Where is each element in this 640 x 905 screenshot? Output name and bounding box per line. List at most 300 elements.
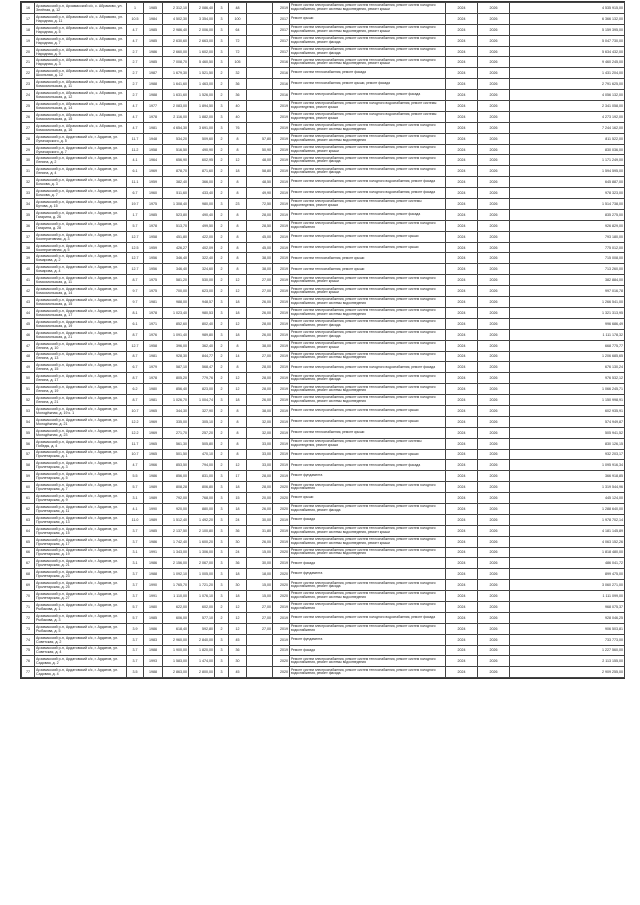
table-cell-cost: 1 594 595,00: [510, 166, 625, 177]
table-cell-work: Ремонт систем электроснабжения, ремонт систем теплоснабжения, ремонт систем холодного водоснабжения, ремонт крыши: [290, 340, 446, 351]
table-row: [22, 558, 625, 569]
table-cell-d: 2 800,00: [189, 667, 215, 678]
table-cell-cost: 830 036,00: [510, 144, 625, 155]
table-cell-address: Арзамасский р-н, Ардатовский с/с, г. Ардатов, ул. Пролетарская, д. 13: [35, 514, 127, 525]
table-cell-e: 2: [215, 155, 229, 166]
table-cell-y1: 2024: [446, 351, 478, 362]
table-cell-e: 2: [215, 351, 229, 362]
table-row: [22, 580, 625, 591]
table-cell-y1: 2024: [446, 645, 478, 656]
table-cell-e: 2: [215, 612, 229, 623]
table-cell-b: 1959: [144, 177, 163, 188]
table-cell-g: [247, 24, 273, 35]
table-cell-b: 1978: [144, 307, 163, 318]
table-cell-e: 3: [215, 101, 229, 112]
table-cell-cost: 7 244 162,00: [510, 122, 625, 133]
table-cell-y1: 2024: [446, 220, 478, 231]
table-cell-c: 561,30: [163, 438, 189, 449]
table-cell-d: 948,57: [189, 297, 215, 308]
table-cell-address: Арзамасский р-н, Ардатовский с/с, г. Ардатов, ул. Луначарского, д. 5: [35, 133, 127, 144]
table-cell-b: 1965: [144, 438, 163, 449]
table-cell-a: 3.7: [127, 536, 144, 547]
table-cell-e: 3: [215, 297, 229, 308]
table-cell-no: 39: [22, 253, 35, 264]
table-cell-d: 2 067,00: [189, 558, 215, 569]
table-cell-y2: 2026: [478, 3, 510, 14]
table-cell-e: 3: [215, 645, 229, 656]
table-cell-y1: 2024: [446, 57, 478, 68]
table-cell-a: 4.7: [127, 101, 144, 112]
table-row: [22, 503, 625, 514]
table-cell-y1: 2024: [446, 667, 478, 678]
table-cell-work: Ремонт систем электроснабжения, ремонт систем теплоснабжения, ремонт систем холодного водоснабжения: [290, 601, 446, 612]
table-cell-e: 2: [215, 188, 229, 199]
table-cell-d: 322,40: [189, 253, 215, 264]
table-cell-address: Арзамасский р-н, Ардатовский с/с, г. Ардатов, ул. Советская, д. 4: [35, 645, 127, 656]
table-cell-no: 57: [22, 449, 35, 460]
table-cell-f: 45: [229, 667, 247, 678]
table-cell-h: 2016: [273, 68, 290, 79]
table-cell-g: 33,00: [247, 460, 273, 471]
table-cell-c: 1 023,40: [163, 307, 189, 318]
table-cell-e: 3: [215, 471, 229, 482]
table-cell-b: 1965: [144, 449, 163, 460]
table-cell-e: 3: [215, 3, 229, 14]
table-cell-y2: 2026: [478, 384, 510, 395]
table-cell-address: Арзамасский р-н, Ардатовский с/с, г. Ардатов, ул. Пролетарская, д. 23: [35, 569, 127, 580]
table-cell-d: 1 602,00: [189, 46, 215, 57]
table-cell-f: 36: [229, 79, 247, 90]
table-row: [22, 449, 625, 460]
table-cell-b: 1981: [144, 297, 163, 308]
table-cell-d: 327,90: [189, 405, 215, 416]
table-cell-b: 1991: [144, 547, 163, 558]
table-row: [22, 427, 625, 438]
table-cell-g: 26,00: [247, 503, 273, 514]
table-cell-y2: 2026: [478, 340, 510, 351]
table-cell-h: 2019: [273, 209, 290, 220]
table-cell-y2: 2026: [478, 155, 510, 166]
table-cell-y1: 2024: [446, 133, 478, 144]
table-cell-f: 17: [229, 471, 247, 482]
table-row: [22, 275, 625, 286]
table-cell-y2: 2026: [478, 318, 510, 329]
table-cell-f: 12: [229, 460, 247, 471]
table-cell-e: 3: [215, 503, 229, 514]
table-cell-address: Арзамасский р-н, Абрамовский с/с, с. Абрамово, ул. Народная, д. 7: [35, 35, 127, 46]
table-cell-address: Арзамасский р-н, Ардатовский с/с, г. Ардатов, ул. Ленина, д. 2: [35, 155, 127, 166]
table-cell-y2: 2026: [478, 601, 510, 612]
table-cell-work: Ремонт систем электроснабжения, ремонт систем теплоснабжения, ремонт систем холодного водоснабжения, ремонт крыши: [290, 275, 446, 286]
table-row: [22, 493, 625, 504]
table-cell-cost: 4 535 915,00: [510, 3, 625, 14]
table-cell-address: Арзамасский р-н, Ардатовский с/с, г. Ардатов, ул. Пролетарская, д. 17: [35, 536, 127, 547]
table-cell-no: 35: [22, 209, 35, 220]
table-cell-cost: 1 978 702,14: [510, 514, 625, 525]
table-cell-e: 2: [215, 427, 229, 438]
table-cell-work: Ремонт крыши: [290, 13, 446, 24]
table-cell-no: 30: [22, 155, 35, 166]
table-cell-work: Ремонт систем электроснабжения, ремонт систем теплоснабжения, ремонт систем холодного водоснабжения, ремонт фасада: [290, 667, 446, 678]
table-cell-b: 1986: [144, 471, 163, 482]
table-cell-y1: 2024: [446, 275, 478, 286]
table-cell-no: 32: [22, 177, 35, 188]
table-cell-h: 2019: [273, 122, 290, 133]
table-cell-a: 4.7: [127, 24, 144, 35]
table-cell-g: [247, 656, 273, 667]
table-cell-y1: 2024: [446, 503, 478, 514]
table-cell-g: 26,00: [247, 329, 273, 340]
table-cell-work: Ремонт фундамента: [290, 569, 446, 580]
table-cell-cost: 1 095 916,34: [510, 460, 625, 471]
table-cell-b: 1988: [144, 90, 163, 101]
table-cell-c: 2 312,10: [163, 3, 189, 14]
table-cell-y2: 2026: [478, 634, 510, 645]
table-cell-address: Арзамасский р-н, Ардатовский с/с, г. Ардатов, ул. Садовая, д. 2: [35, 656, 127, 667]
table-cell-no: 77: [22, 667, 35, 678]
table-row: [22, 242, 625, 253]
table-cell-b: 1965: [144, 405, 163, 416]
table-cell-d: 2 006,00: [189, 24, 215, 35]
table-cell-d: 577,10: [189, 612, 215, 623]
table-cell-d: 2 100,80: [189, 525, 215, 536]
table-cell-y1: 2024: [446, 384, 478, 395]
table-cell-y2: 2026: [478, 242, 510, 253]
table-cell-no: 64: [22, 525, 35, 536]
table-cell-work: Ремонт систем электроснабжения, ремонт систем теплоснабжения, ремонт систем холодного водоснабжения, ремонт крыши: [290, 144, 446, 155]
table-cell-g: 27,00: [247, 275, 273, 286]
table-cell-y1: 2024: [446, 35, 478, 46]
table-cell-address: Арзамасский р-н, Ардатовский с/с, г. Ардатов, ул. Гагарина, д. 28: [35, 220, 127, 231]
table-cell-y1: 2024: [446, 188, 478, 199]
table-cell-work: Ремонт систем электроснабжения, ремонт систем теплоснабжения, ремонт систем холодного водоснабжения, ремонт системы водоотведения: [290, 297, 446, 308]
table-cell-e: 2: [215, 253, 229, 264]
table-cell-work: Ремонт систем электроснабжения, ремонт систем теплоснабжения, ремонт крыши: [290, 449, 446, 460]
table-cell-address: Арзамасский р-н, Ардатовский с/с, г. Ардатов, ул. Пролетарская, д. 25: [35, 580, 127, 591]
table-cell-f: 18: [229, 591, 247, 602]
table-cell-h: 2019: [273, 264, 290, 275]
table-cell-g: 49,90: [247, 188, 273, 199]
table-cell-h: 2017: [273, 24, 290, 35]
table-cell-no: 33: [22, 188, 35, 199]
table-cell-work: Ремонт систем электроснабжения, ремонт систем теплоснабжения, ремонт систем холодного водоснабжения, ремонт системы водоотведения: [290, 384, 446, 395]
table-cell-h: 2020: [273, 580, 290, 591]
table-cell-h: 2019: [273, 384, 290, 395]
table-cell-d: 1 820,00: [189, 645, 215, 656]
table-cell-d: 1 492,20: [189, 514, 215, 525]
table-cell-b: 1969: [144, 166, 163, 177]
table-cell-no: 22: [22, 68, 35, 79]
table-cell-g: [247, 101, 273, 112]
table-cell-h: 2019: [273, 286, 290, 297]
table-cell-y1: 2024: [446, 656, 478, 667]
table-cell-cost: 811 522,00: [510, 133, 625, 144]
table-cell-b: 1981: [144, 351, 163, 362]
table-cell-y2: 2026: [478, 13, 510, 24]
table-cell-h: 2019: [273, 329, 290, 340]
table-cell-no: 28: [22, 133, 35, 144]
table-cell-address: Арзамасский р-н, Ардатовский с/с, г. Ардатов, ул. Рыбакова, д. 3: [35, 612, 127, 623]
table-cell-y2: 2026: [478, 24, 510, 35]
table-row: [22, 416, 625, 427]
table-cell-y1: 2024: [446, 79, 478, 90]
table-row: [22, 155, 625, 166]
table-cell-no: 48: [22, 351, 35, 362]
table-cell-g: [247, 46, 273, 57]
table-cell-d: 980,00: [189, 199, 215, 210]
table-cell-address: Арзамасский р-н, Абрамовский с/с, с. Абрамово, ул. Народная, д. 5: [35, 24, 127, 35]
table-cell-d: 623,00: [189, 286, 215, 297]
table-cell-y2: 2026: [478, 482, 510, 493]
table-cell-h: 2019: [273, 612, 290, 623]
table-cell-h: 2016: [273, 79, 290, 90]
table-cell-h: 2019: [273, 144, 290, 155]
table-cell-y2: 2026: [478, 231, 510, 242]
table-cell-y1: 2024: [446, 13, 478, 24]
table-cell-y1: 2024: [446, 122, 478, 133]
table-cell-cost: 6 366 132,00: [510, 13, 625, 24]
table-row: [22, 13, 625, 24]
table-cell-a: 9.7: [127, 297, 144, 308]
table-cell-address: Арзамасский р-н, Ардатовский с/с, г. Ардатов, ул. Бочкова, д. 3: [35, 177, 127, 188]
table-cell-a: 8.7: [127, 373, 144, 384]
table-cell-work: Ремонт систем электроснабжения, ремонт систем теплоснабжения, ремонт систем холодного водоснабжения, ремонт системы водоотведения, ремонт крыши: [290, 24, 446, 35]
table-cell-y2: 2026: [478, 166, 510, 177]
table-cell-no: 69: [22, 580, 35, 591]
table-cell-g: [247, 634, 273, 645]
table-cell-f: 18: [229, 166, 247, 177]
table-cell-address: Арзамасский р-н, Ардатовский с/с, г. Ардатов, ул. Ленина, д. 10: [35, 340, 127, 351]
table-cell-no: 49: [22, 362, 35, 373]
table-cell-c: 344,30: [163, 405, 189, 416]
table-cell-a: 5.7: [127, 612, 144, 623]
table-cell-a: 5.7: [127, 482, 144, 493]
table-row: [22, 253, 625, 264]
table-cell-f: 8: [229, 416, 247, 427]
table-row: [22, 569, 625, 580]
table-cell-f: 105: [229, 57, 247, 68]
table-cell-f: 12: [229, 384, 247, 395]
table-cell-b: 1987: [144, 68, 163, 79]
table-cell-address: Арзамасский р-н, Ардатовский с/с, г. Ардатов, ул. Рыбакова, д. 5: [35, 623, 127, 634]
table-cell-address: Арзамасский р-н, Ардатовский с/с, г. Ардатов, ул. Молодёжная, д. 23: [35, 427, 127, 438]
table-cell-no: 56: [22, 438, 35, 449]
table-cell-h: 2019: [273, 307, 290, 318]
table-cell-e: 3: [215, 525, 229, 536]
table-cell-a: 10.7: [127, 449, 144, 460]
table-cell-y2: 2026: [478, 395, 510, 406]
table-cell-address: Арзамасский р-н, Ардатовский с/с, г. Ардатов, ул. Комсомольская, д. 14: [35, 286, 127, 297]
table-cell-f: 8: [229, 177, 247, 188]
table-cell-cost: 830 126,15: [510, 438, 625, 449]
table-cell-c: 622,00: [163, 601, 189, 612]
table-cell-e: 2: [215, 177, 229, 188]
table-row: [22, 177, 625, 188]
table-cell-e: 3: [215, 493, 229, 504]
table-cell-work: Ремонт систем электроснабжения, ремонт систем теплоснабжения, ремонт систем холодного водоснабжения, ремонт системы водоотведения: [290, 122, 446, 133]
table-cell-a: 12.7: [127, 340, 144, 351]
table-cell-e: 3: [215, 35, 229, 46]
table-cell-no: 37: [22, 231, 35, 242]
table-cell-a: 6.7: [127, 188, 144, 199]
table-cell-g: [247, 667, 273, 678]
table-cell-work: Ремонт систем электроснабжения, ремонт систем теплоснабжения, ремонт систем холодного водоснабжения: [290, 482, 446, 493]
table-cell-y2: 2026: [478, 253, 510, 264]
table-cell-f: 72: [229, 46, 247, 57]
table-cell-c: 271,70: [163, 427, 189, 438]
table-cell-d: 802,40: [189, 318, 215, 329]
table-cell-d: 305,10: [189, 416, 215, 427]
table-cell-y2: 2026: [478, 111, 510, 122]
table-cell-d: 3 354,00: [189, 13, 215, 24]
table-cell-c: 988,00: [163, 297, 189, 308]
table-cell-g: [247, 3, 273, 14]
table-cell-c: 346,40: [163, 253, 189, 264]
table-cell-a: 4.7: [127, 460, 144, 471]
table-cell-g: [247, 111, 273, 122]
table-cell-b: 1990: [144, 580, 163, 591]
table-cell-d: 871,60: [189, 166, 215, 177]
table-cell-f: 30: [229, 536, 247, 547]
table-cell-y2: 2026: [478, 68, 510, 79]
table-cell-y1: 2024: [446, 253, 478, 264]
table-cell-h: 2019: [273, 438, 290, 449]
table-cell-address: Арзамасский р-н, Ардатовский с/с, г. Ардатов, ул. Луначарского, д. 7: [35, 144, 127, 155]
table-cell-f: 24: [229, 514, 247, 525]
table-cell-g: 27,00: [247, 286, 273, 297]
table-cell-no: 60: [22, 482, 35, 493]
table-cell-cost: 382 884,00: [510, 275, 625, 286]
table-cell-a: 12.7: [127, 264, 144, 275]
table-row: [22, 111, 625, 122]
table-cell-a: 2.7: [127, 57, 144, 68]
table-cell-y1: 2024: [446, 24, 478, 35]
table-cell-e: 2: [215, 133, 229, 144]
table-cell-f: 45: [229, 634, 247, 645]
table-cell-y1: 2024: [446, 591, 478, 602]
table-cell-work: Ремонт систем электроснабжения, ремонт систем теплоснабжения, ремонт систем холодного водоснабжения, ремонт системы водоотведения, ремонт крыши: [290, 536, 446, 547]
table-cell-cost: 932 203,17: [510, 449, 625, 460]
table-cell-c: 1 679,30: [163, 68, 189, 79]
table-cell-d: 1 882,00: [189, 111, 215, 122]
table-cell-no: 26: [22, 111, 35, 122]
table-cell-address: Арзамасский р-н, Ардатовский с/с, г. Ардатов, ул. Ленина, д. 4: [35, 166, 127, 177]
table-cell-work: Ремонт систем электроснабжения, ремонт систем теплоснабжения, ремонт фасада: [290, 460, 446, 471]
table-cell-c: 382,40: [163, 177, 189, 188]
table-cell-work: Ремонт систем электроснабжения, ремонт систем теплоснабжения, ремонт систем холодного водоснабжения, ремонт системы водоотведения: [290, 395, 446, 406]
table-cell-d: 470,10: [189, 449, 215, 460]
table-cell-c: 534,20: [163, 133, 189, 144]
table-cell-h: 2019: [273, 351, 290, 362]
table-cell-y2: 2026: [478, 177, 510, 188]
table-cell-a: 12.2: [127, 416, 144, 427]
table-cell-work: Ремонт систем электроснабжения, ремонт систем теплоснабжения, ремонт крыши: [290, 242, 446, 253]
table-cell-e: 2: [215, 601, 229, 612]
table-cell-no: 67: [22, 558, 35, 569]
table-cell-cost: 668 775,77: [510, 340, 625, 351]
table-cell-work: Ремонт систем электроснабжения, ремонт систем теплоснабжения, ремонт систем холодного водоснабжения, ремонт системы водоотведения, ремонт крыши: [290, 525, 446, 536]
table-cell-c: 2 116,00: [163, 111, 189, 122]
table-cell-y2: 2026: [478, 209, 510, 220]
table-cell-f: 14: [229, 351, 247, 362]
table-cell-address: Арзамасский р-н, Абрамовский с/с, с. Абрамово, ул. Народная, д. 9: [35, 46, 127, 57]
table-cell-a: 3.7: [127, 656, 144, 667]
table-cell-cost: 793 180,00: [510, 231, 625, 242]
table-cell-a: 6.1: [127, 166, 144, 177]
table-cell-y2: 2026: [478, 351, 510, 362]
table-cell-address: Арзамасский р-н, Ардатовский с/с, г. Ардатов, ул. Ленина, д. 15: [35, 362, 127, 373]
table-cell-g: 38,00: [247, 264, 273, 275]
table-cell-y2: 2026: [478, 591, 510, 602]
table-cell-b: 1981: [144, 395, 163, 406]
table-cell-h: 2019: [273, 558, 290, 569]
table-cell-f: 48: [229, 3, 247, 14]
table-cell-y2: 2026: [478, 264, 510, 275]
table-cell-h: 2019: [273, 231, 290, 242]
table-cell-address: Арзамасский р-н, Ардатовский с/с, г. Ардатов, ул. Молодёжная, д. 19 к. 1: [35, 405, 127, 416]
table-cell-y2: 2026: [478, 427, 510, 438]
table-cell-f: 8: [229, 144, 247, 155]
table-cell-d: 568,47: [189, 362, 215, 373]
table-cell-y2: 2026: [478, 471, 510, 482]
table-cell-no: 24: [22, 90, 35, 101]
table-cell-cost: 976 532,12: [510, 373, 625, 384]
table-cell-b: 1980: [144, 384, 163, 395]
table-cell-no: 70: [22, 591, 35, 602]
table-cell-g: 30,00: [247, 558, 273, 569]
table-cell-a: 3.9: [127, 623, 144, 634]
table-cell-h: 2020: [273, 569, 290, 580]
table-cell-a: 4.1: [127, 503, 144, 514]
table-row: [22, 547, 625, 558]
table-cell-b: 1969: [144, 427, 163, 438]
table-cell-work: Ремонт систем электроснабжения, ремонт систем теплоснабжения, ремонт системы водоотведения, ремонт крыши: [290, 199, 446, 210]
table-cell-address: Арзамасский р-н, Ардатовский с/с, г. Ардатов, ул. Садовая, д. 4: [35, 667, 127, 678]
table-cell-b: 1978: [144, 220, 163, 231]
table-cell-address: Арзамасский р-н, Ардатовский с/с, г. Ардатов, ул. Комарова, д. 2: [35, 253, 127, 264]
table-cell-b: 1988: [144, 569, 163, 580]
table-cell-y1: 2024: [446, 634, 478, 645]
table-cell-f: 12: [229, 155, 247, 166]
table-cell-address: Арзамасский р-н, Ардатовский с/с, г. Ардатов, ул. Гагарина, д. 26: [35, 209, 127, 220]
table-cell-address: Арзамасский р-н, Ардатовский с/с, г. Ардатов, ул. Кооперативная, д. 3: [35, 231, 127, 242]
table-cell-d: 1 721,20: [189, 580, 215, 591]
table-cell-e: 3: [215, 46, 229, 57]
table-cell-c: 2 137,50: [163, 525, 189, 536]
table-cell-y1: 2024: [446, 416, 478, 427]
table-cell-e: 2: [215, 90, 229, 101]
table-cell-address: Арзамасский р-н, Абрамовский с/с, с. Абрамово, ул. Комсомольская, д. 14: [35, 101, 127, 112]
table-cell-a: 6.7: [127, 362, 144, 373]
table-cell-b: 1969: [144, 416, 163, 427]
table-cell-b: 1976: [144, 329, 163, 340]
table-cell-y2: 2026: [478, 35, 510, 46]
table-cell-y2: 2026: [478, 416, 510, 427]
table-cell-y2: 2026: [478, 449, 510, 460]
table-cell-y2: 2026: [478, 667, 510, 678]
table-cell-f: 12: [229, 601, 247, 612]
table-cell-cost: 1 111 178,32: [510, 329, 625, 340]
table-cell-no: 52: [22, 395, 35, 406]
table-cell-work: Ремонт систем электроснабжения, ремонт систем теплоснабжения, ремонт систем холодного водоснабжения, ремонт системы водоотведения: [290, 656, 446, 667]
table-cell-d: 490,40: [189, 209, 215, 220]
table-row: [22, 188, 625, 199]
table-row: [22, 24, 625, 35]
table-cell-y2: 2026: [478, 133, 510, 144]
table-cell-e: 2: [215, 318, 229, 329]
table-cell-work: Ремонт систем электроснабжения, ремонт систем теплоснабжения, ремонт систем холодного водоснабжения, ремонт системы водоотведения: [290, 133, 446, 144]
table-cell-y1: 2024: [446, 68, 478, 79]
